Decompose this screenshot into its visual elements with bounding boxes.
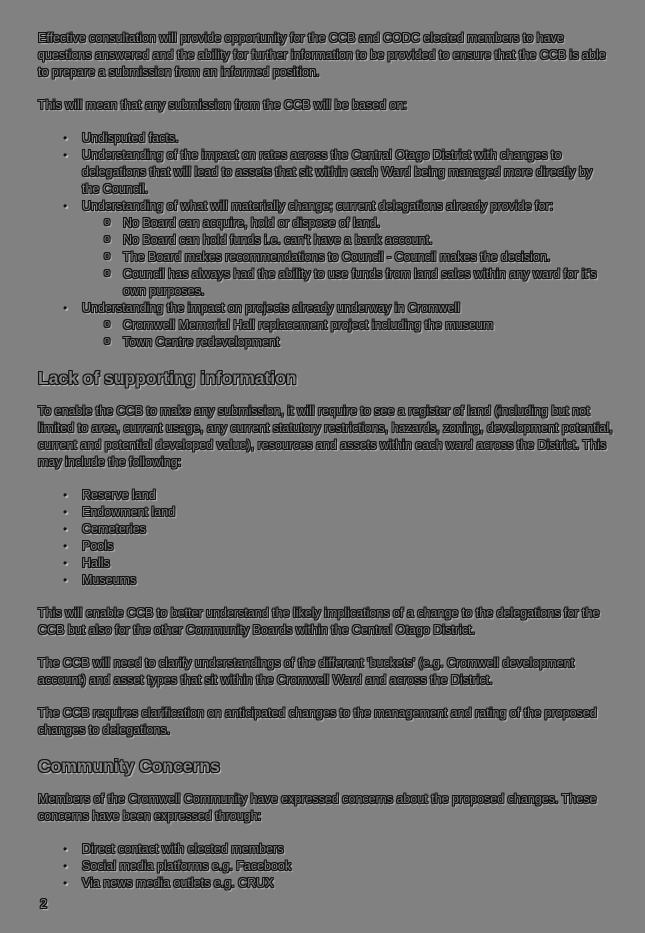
paragraph-submission-lead: This will mean that any submission from the CCB will be based on: — [38, 98, 407, 112]
bullet-item-text: Halls — [82, 556, 110, 570]
paragraph-buckets: The CCB will need to clarify understandings of the different 'buckets' (e.g. Cromwell development account) and asset types that sit within the Cromwell Ward and across the District. — [38, 656, 575, 687]
sub-bullet-item — [38, 215, 613, 232]
bullet-item-text: Undisputed facts. — [82, 131, 179, 145]
paragraph-concerns: Members of the Cromwell Community have expressed concerns about the proposed changes. These concerns have been expressed through: — [38, 792, 597, 823]
bullet-item — [38, 572, 613, 589]
sub-bullet-item — [38, 232, 613, 249]
bullet-item-text: Social media platforms e.g. Facebook — [82, 859, 292, 873]
bullet-icon: • — [63, 556, 68, 570]
sub-bullet-item-text: No Board can hold funds i.e. can't have a bank account. — [123, 233, 433, 247]
circle-bullet-icon: o — [104, 335, 111, 347]
bullet-icon: • — [63, 539, 68, 553]
bullet-item-text: Understanding of what will materially change; current delegations already provide for: — [82, 199, 554, 213]
bullet-item — [38, 521, 613, 538]
sub-bullet-item — [38, 317, 613, 334]
sub-bullet-item-text: The Board makes recommendations to Council - Council makes the decision. — [123, 250, 551, 264]
bullet-icon: • — [63, 488, 68, 502]
bullet-item — [38, 841, 613, 858]
bullet-icon: • — [63, 505, 68, 519]
sub-bullet-item — [38, 334, 613, 351]
circle-bullet-icon: o — [104, 216, 111, 228]
bullet-item-text: Pools — [82, 539, 114, 553]
bullet-item-text: Reserve land — [82, 488, 156, 502]
bullet-item — [38, 147, 613, 198]
bullet-item — [38, 130, 613, 147]
sub-bullet-item — [38, 249, 613, 266]
bullet-item-text: Museums — [82, 573, 137, 587]
bullet-icon: • — [63, 522, 68, 536]
paragraph-implications: This will enable CCB to better understand the likely implications of a change to the delegations for the CCB but also for the other Community Boards within the Central Otago District. — [38, 606, 600, 637]
heading-lack-of-supporting-information: Lack of supporting information — [38, 368, 297, 388]
circle-bullet-icon: o — [104, 250, 111, 262]
bullet-item-text: Endowment land — [82, 505, 176, 519]
bullet-icon: • — [63, 131, 68, 145]
bullet-icon: • — [63, 301, 68, 315]
paragraph-consultation: Effective consultation will provide opportunity for the CCB and CODC elected members to have questions answered and the ability for further information to be provided to ensure that the CCB is able to prepare a submission from an informed position. — [38, 31, 606, 79]
bullet-item — [38, 487, 613, 504]
sub-bullet-item-text: Cromwell Memorial Hall replacement project including the museum — [123, 318, 494, 332]
bullet-item-text: Understanding the impact on projects already underway in Cromwell — [82, 301, 460, 315]
bullet-item — [38, 300, 613, 317]
bullet-icon: • — [63, 859, 68, 873]
sub-bullet-item-text: Council has always had the ability to use funds from land sales within any ward for it's own purposes. — [123, 267, 597, 298]
bullet-item — [38, 875, 613, 892]
concerns-list — [38, 841, 613, 892]
page-number: 2 — [40, 897, 47, 911]
bullet-item-text: Via news media outlets e.g. CRUX — [82, 876, 274, 890]
bullet-item — [38, 555, 613, 572]
bullet-item-text: Understanding of the impact on rates across the Central Otago District with changes to delegations that will lead to assets that sit within each Ward being managed more directly by the Council. — [82, 148, 593, 196]
register-list — [38, 487, 613, 589]
bullet-item — [38, 504, 613, 521]
sub-bullet-item-text: No Board can acquire, hold or dispose of land. — [123, 216, 381, 230]
circle-bullet-icon: o — [104, 267, 111, 279]
circle-bullet-icon: o — [104, 233, 111, 245]
bullet-icon: • — [63, 199, 68, 213]
bullet-icon: • — [63, 573, 68, 587]
heading-community-concerns: Community Concerns — [38, 756, 220, 776]
bullet-icon: • — [63, 876, 68, 890]
circle-bullet-icon: o — [104, 318, 111, 330]
bullet-item — [38, 538, 613, 555]
bullet-icon: • — [63, 148, 68, 162]
bullet-item — [38, 198, 613, 215]
bullet-item-text: Direct contact with elected members — [82, 842, 284, 856]
bullet-item — [38, 858, 613, 875]
bullet-icon: • — [63, 842, 68, 856]
sub-bullet-item-text: Town Centre redevelopment — [123, 335, 280, 349]
bullet-item-text: Cemeteries — [82, 522, 146, 536]
submission-list — [38, 130, 613, 351]
sub-bullet-item — [38, 266, 613, 300]
paragraph-register: To enable the CCB to make any submission, it will require to see a register of land (including but not limited to area, current usage, any current statutory restrictions, hazards, zoning, development potential, current and potential developed value), resources and assets within each ward across the District. This may include the following: — [38, 404, 613, 469]
paragraph-clarification: The CCB requires clarification on anticipated changes to the management and rating of the proposed changes to delegations. — [38, 706, 597, 737]
